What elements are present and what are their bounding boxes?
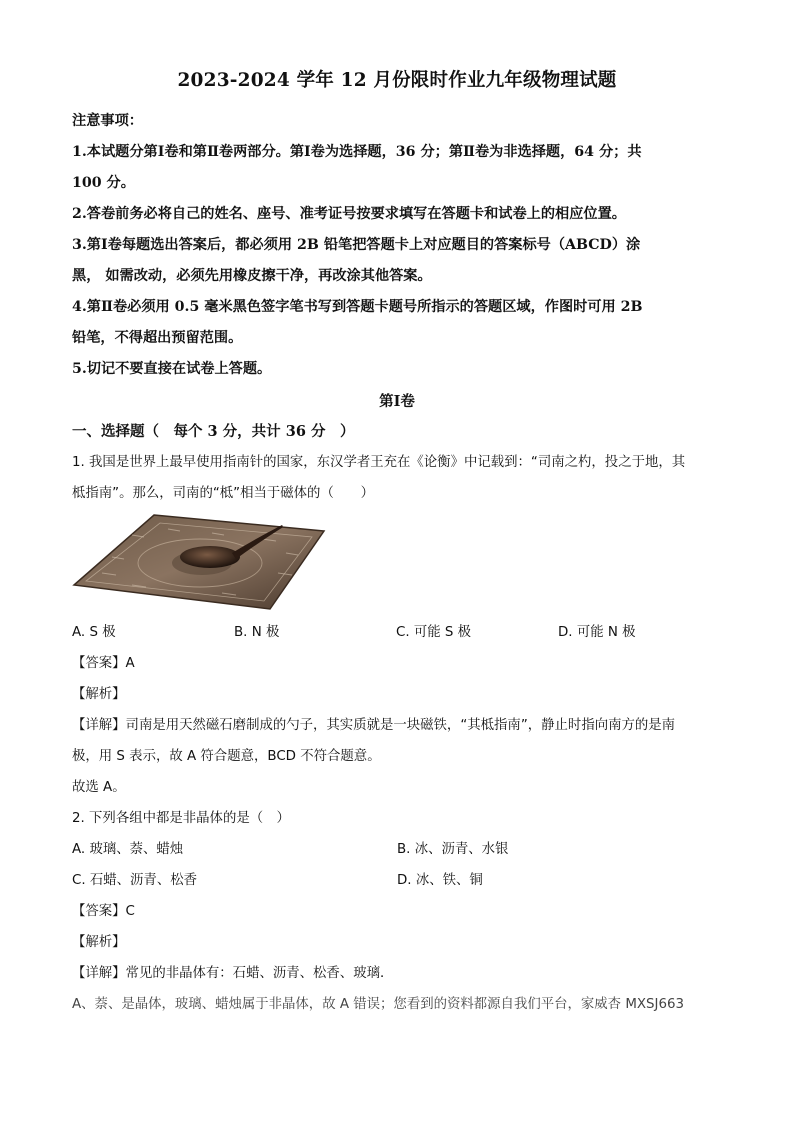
notes-block <box>72 106 722 385</box>
q1-option-d[interactable]: D. 可能 N 极 <box>558 625 636 640</box>
q1-detail-line: 【详解】司南是用天然磁石磨制成的勺子，其实质就是一块磁铁，“其柢指南”，静止时指向南方的是南 <box>72 718 676 733</box>
sinan-compass-icon <box>72 513 328 613</box>
note-line: 铅笔，不得超出预留范围。 <box>72 330 243 346</box>
q1-answer: 【答案】A <box>72 656 135 671</box>
q2-option-a[interactable]: A. 玻璃、萘、蜡烛 <box>72 842 184 857</box>
question-1 <box>72 447 722 803</box>
note-line: 3.第Ⅰ卷每题选出答案后，都必须用 2B 铅笔把答题卡上对应题目的答案标号（ABCD）涂 <box>72 237 641 253</box>
q2-option-c[interactable]: C. 石蜡、沥青、松香 <box>72 873 197 888</box>
note-line: 黑， 如需改动，必须先用橡皮擦干净，再改涂其他答案。 <box>72 268 432 284</box>
q2-option-b[interactable]: B. 冰、沥青、水银 <box>397 842 509 857</box>
page-title: 2023-2024 学年 12 月份限时作业九年级物理试题 <box>177 70 617 91</box>
question-2 <box>72 803 722 1020</box>
section-title: 第Ⅰ卷 <box>379 393 415 410</box>
sinan-compass-figure <box>72 513 328 613</box>
exam-page <box>72 66 722 1020</box>
note-line: 100 分。 <box>72 175 135 191</box>
q1-stem-line: 柢指南”。那么，司南的“柢”相当于磁体的（ ） <box>72 486 375 501</box>
q1-detail-line: 极，用 S 表示，故 A 符合题意，BCD 不符合题意。 <box>72 749 381 764</box>
q2-stem: 2. 下列各组中都是非晶体的是（ ） <box>72 811 290 826</box>
q1-option-b[interactable]: B. N 极 <box>234 625 280 640</box>
q2-options-row <box>72 834 722 865</box>
note-line: 4.第Ⅱ卷必须用 0.5 毫米黑色签字笔书写到答题卡题号所指示的答题区域，作图时可用 2B <box>72 299 643 315</box>
q1-stem-line: 1. 我国是世界上最早使用指南针的国家，东汉学者王充在《论衡》中记载到：“司南之杓，投之于地，其 <box>72 455 686 470</box>
q2-answer: 【答案】C <box>72 904 135 919</box>
q1-option-a[interactable]: A. S 极 <box>72 625 116 640</box>
note-line: 2.答卷前务必将自己的姓名、座号、准考证号按要求填写在答题卡和试卷上的相应位置。 <box>72 206 626 222</box>
q2-options-row <box>72 865 722 896</box>
q1-option-c[interactable]: C. 可能 S 极 <box>396 625 472 640</box>
q2-analysis-label: 【解析】 <box>72 935 126 950</box>
q2-option-d[interactable]: D. 冰、铁、铜 <box>397 873 483 888</box>
notes-heading: 注意事项： <box>72 113 143 129</box>
note-line: 1.本试题分第Ⅰ卷和第Ⅱ卷两部分。第Ⅰ卷为选择题，36 分；第Ⅱ卷为非选择题，64 分；共 <box>72 144 642 160</box>
section-heading: 一、选择题（ 每个 3 分，共计 36 分 ） <box>72 423 355 440</box>
q1-conclusion: 故选 A。 <box>72 780 126 795</box>
note-line: 5.切记不要直接在试卷上答题。 <box>72 361 272 377</box>
q1-analysis-label: 【解析】 <box>72 687 126 702</box>
q1-options <box>72 617 722 648</box>
q2-detail: 【详解】常见的非晶体有：石蜡、沥青、松香、玻璃． <box>72 966 394 981</box>
q2-detail-last-line: A、萘、是晶体，玻璃、蜡烛属于非晶体，故 A 错误；您看到的资料都源自我们平台，家威杏 MXSJ663 <box>72 997 685 1012</box>
